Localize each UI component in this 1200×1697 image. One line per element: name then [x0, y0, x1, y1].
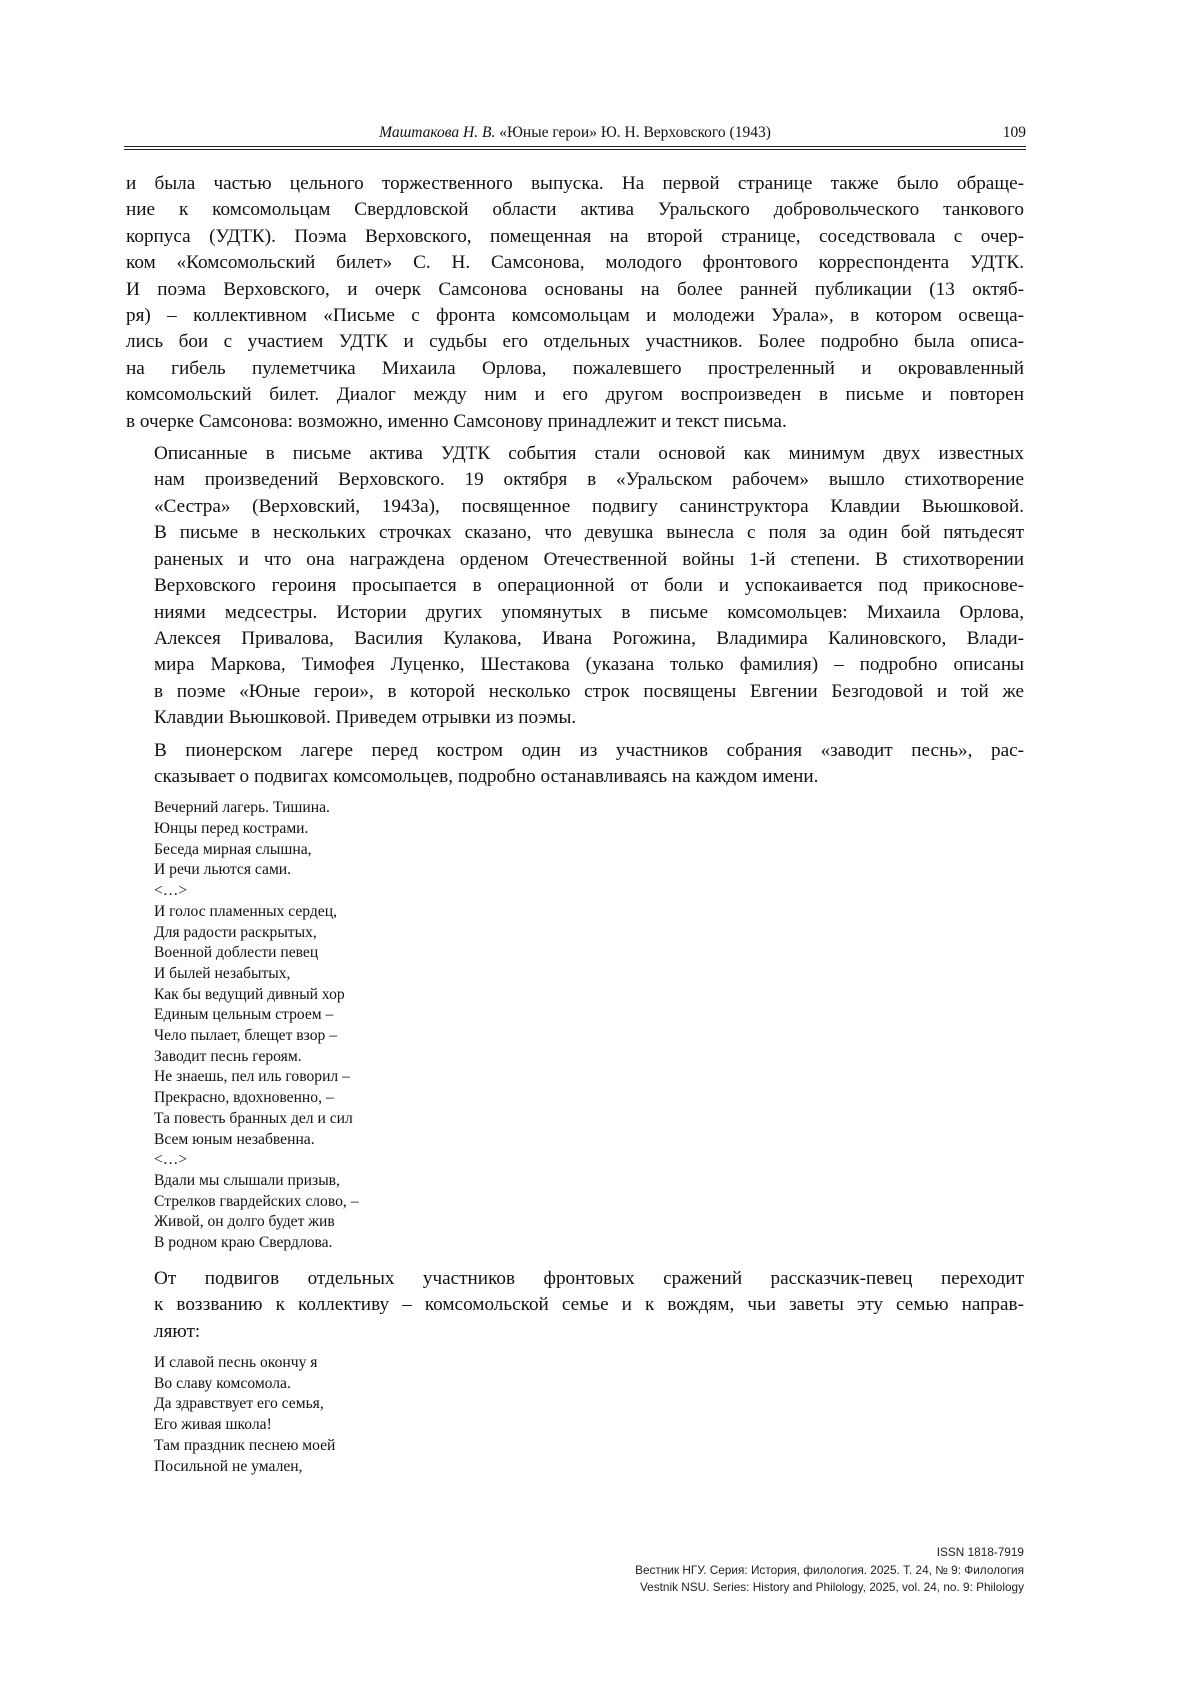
- verse-line: Единым цельным строем –: [154, 1006, 334, 1024]
- paragraph-line: И поэма Верховского, и очерк Самсонова основаны на более ранней публикации (13 октяб-: [126, 278, 1024, 300]
- footer-journal-ru: Вестник НГУ. Серия: История, филология. 2025. Т. 24, № 9: Филология: [635, 1562, 1024, 1577]
- paragraph-line: нам произведений Верховского. 19 октября в «Уральском рабочем» вышло стихотворение: [154, 469, 1024, 491]
- verse-line: И голос пламенных сердец,: [154, 902, 337, 920]
- paragraph-line: Верховского героиня просыпается в операционной от боли и успокаивается под прикоснове-: [154, 575, 1024, 597]
- header-rule-thick: [124, 146, 1026, 147]
- verse-line: Вечерний лагерь. Тишина.: [154, 799, 330, 817]
- paragraph-line: Алексея Привалова, Василия Кулакова, Ивана Рогожина, Владимира Калиновского, Влади-: [154, 627, 1024, 649]
- verse-excerpt-2: [154, 1353, 1024, 1477]
- paragraph-line: От подвигов отдельных участников фронтовых сражений рассказчик-певец переходит: [154, 1267, 1024, 1289]
- footer-journal-en: Vestnik NSU. Series: History and Philology, 2025, vol. 24, no. 9: Philology: [639, 1580, 1024, 1594]
- verse-line: И речи льются сами.: [154, 861, 292, 879]
- verse-line: Заводит песнь героям.: [154, 1047, 302, 1065]
- paragraph-line: и была частью цельного торжественного выпуска. На первой странице также было обраще-: [126, 173, 1024, 194]
- journal-footer: [424, 1544, 1024, 1597]
- running-head: [124, 122, 1026, 146]
- paragraph-line: ря) – коллективном «Письме с фронта комсомольцам и молодежи Урала», в котором освеща-: [126, 305, 1024, 327]
- verse-line: Стрелков гвардейских слово, –: [154, 1192, 359, 1210]
- paragraph-1: [126, 171, 1024, 435]
- paragraph-line: В пионерском лагере перед костром один из участников собрания «заводит песнь», рас-: [154, 739, 1024, 761]
- verse-line: Военной доблести певец: [154, 944, 319, 962]
- paragraph-line: лись бои с участием УДТК и судьбы его отдельных участников. Более подробно была описа-: [126, 331, 1024, 353]
- verse-line: Для радости раскрытых,: [154, 923, 317, 941]
- paragraph-line: ниями медсестры. Истории других упомянутых в письме комсомольцев: Михаила Орлова,: [154, 601, 1024, 623]
- verse-line: Юнцы перед кострами.: [154, 820, 309, 838]
- paragraph-line: «Сестра» (Верховский, 1943а), посвященное подвигу санинструктора Клавдии Вьюшковой.: [154, 495, 1024, 517]
- verse-line: Всем юным незабвенна.: [154, 1130, 315, 1148]
- running-head-authors: Маштакова Н. В.: [379, 124, 496, 141]
- footer-issn: ISSN 1818-7919: [936, 1545, 1024, 1559]
- verse-line: Чело пылает, блещет взор –: [154, 1027, 338, 1045]
- paragraph-line: на гибель пулеметчика Михаила Орлова, пожалевшего простреленный и окровавленный: [126, 357, 1024, 379]
- verse-line: И славой песнь окончу я: [154, 1354, 318, 1372]
- paragraph-line: в очерке Самсонова: возможно, именно Самсонову принадлежит и текст письма.: [126, 410, 787, 432]
- paragraph-line: раненых и что она награждена орденом Отечественной войны 1-й степени. В стихотворении: [154, 548, 1024, 570]
- paragraph-2: [126, 441, 1024, 731]
- verse-line: Та повесть бранных дел и сил: [154, 1109, 353, 1127]
- verse-line: Посильной не умален,: [154, 1457, 303, 1475]
- paragraph-3: [126, 738, 1024, 791]
- paragraph-line: комсомольский билет. Диалог между ним и его другом воспроизведен в письме и повторен: [126, 384, 1024, 406]
- paragraph-line: Описанные в письме актива УДТК события стали основой как минимум двух известных: [154, 443, 1024, 465]
- paragraph-line: мира Маркова, Тимофея Луценко, Шестакова (указана только фамилия) – подробно описаны: [154, 654, 1024, 676]
- verse-line: Его живая школа!: [154, 1416, 272, 1434]
- header-rule-thin: [124, 149, 1026, 150]
- verse-line: И былей незабытых,: [154, 964, 291, 982]
- paragraph-line: ком «Комсомольский билет» С. Н. Самсонова, молодого фронтового корреспондента УДТК.: [126, 252, 1024, 274]
- verse-excerpt-1: [154, 798, 1024, 1253]
- running-head-title: «Юные герои» Ю. Н. Верховского (1943): [499, 124, 771, 141]
- paragraph-line: в поэме «Юные герои», в которой несколько строк посвящены Евгении Безгодовой и той же: [154, 680, 1024, 702]
- verse-line: <…>: [154, 1151, 188, 1169]
- verse-line: Как бы ведущий дивный хор: [154, 985, 345, 1003]
- running-title: [124, 124, 1026, 142]
- paragraph-line: В письме в нескольких строчках сказано, что девушка вынесла с поля за один бой пятьдесят: [154, 522, 1024, 544]
- paragraph-line: корпуса (УДТК). Поэма Верховского, помещенная на второй странице, соседствовала с очер-: [126, 225, 1024, 247]
- verse-line: Прекрасно, вдохновенно, –: [154, 1089, 334, 1107]
- paragraph-line: сказывает о подвигах комсомольцев, подробно останавливаясь на каждом имени.: [154, 765, 819, 787]
- paragraph-line: к воззванию к коллективу – комсомольской семье и к вождям, чьи заветы эту семью направ-: [154, 1294, 1024, 1316]
- paragraph-4: [126, 1266, 1024, 1345]
- verse-line: Во славу комсомола.: [154, 1374, 291, 1392]
- verse-line: <…>: [154, 882, 188, 900]
- paragraph-line: ние к комсомольцам Свердловской области актива Уральского добровольческого танкового: [126, 199, 1024, 221]
- verse-line: Живой, он долго будет жив: [154, 1213, 335, 1231]
- paragraph-line: Клавдии Вьюшковой. Приведем отрывки из поэмы.: [154, 707, 577, 729]
- verse-line: В родном краю Свердлова.: [154, 1234, 333, 1252]
- verse-line: Вдали мы слышали призыв,: [154, 1172, 340, 1189]
- verse-line: Там праздник песнею моей: [154, 1436, 336, 1454]
- paragraph-line: ляют:: [154, 1320, 201, 1342]
- verse-line: Да здравствует его семья,: [154, 1395, 324, 1413]
- verse-line: Не знаешь, пел иль говорил –: [154, 1068, 350, 1086]
- article-body: [126, 171, 1024, 1489]
- page-number: 109: [1002, 124, 1026, 141]
- verse-line: Беседа мирная слышна,: [154, 840, 312, 858]
